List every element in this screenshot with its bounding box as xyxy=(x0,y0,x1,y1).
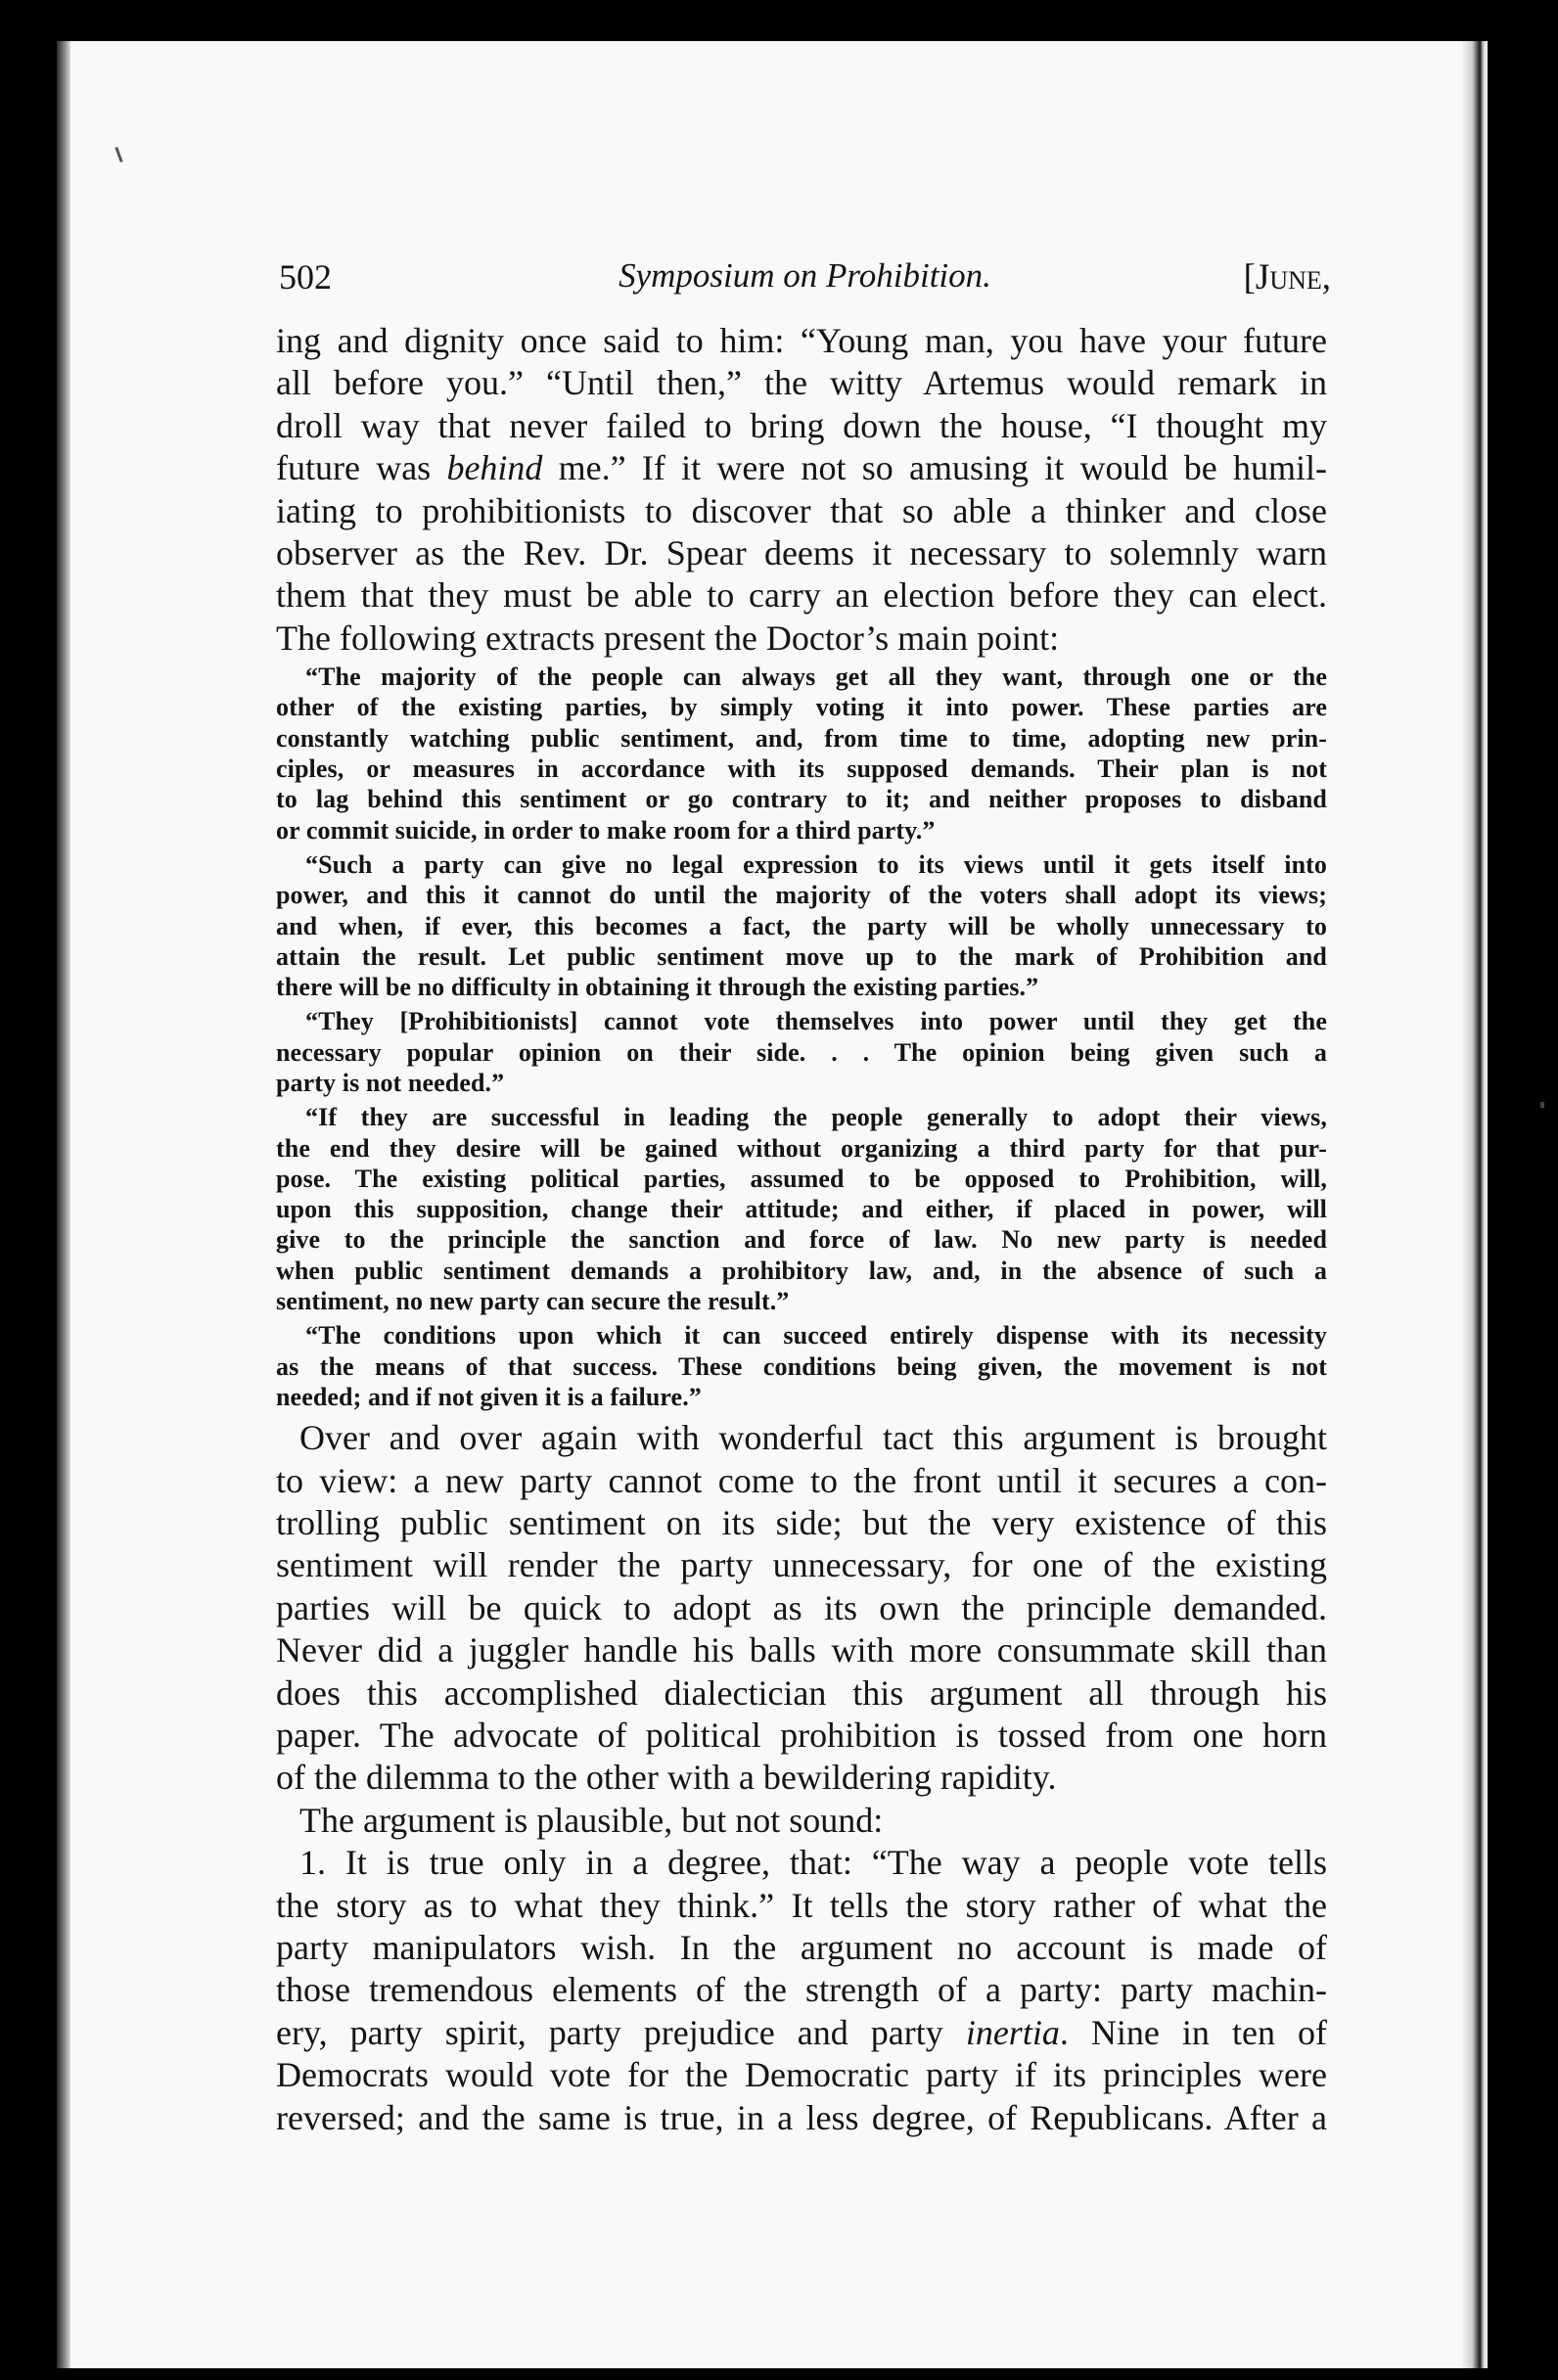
text-line: paper. The advocate of political prohibition is tossed from one horn xyxy=(276,1715,1327,1755)
running-head xyxy=(279,256,1331,305)
block-quote xyxy=(276,1102,1327,1316)
text-line: Over and over again with wonderful tact this argument is brought xyxy=(299,1418,1327,1458)
text-line: 1. It is true only in a degree, that: “The way a people vote tells xyxy=(299,1843,1327,1883)
text-line: Never did a juggler handle his balls with more consummate skill than xyxy=(276,1630,1327,1671)
block-quote xyxy=(276,1006,1327,1098)
running-section-text: [June, xyxy=(1243,257,1331,298)
quote-line: party is not needed.” xyxy=(276,1068,505,1097)
quote-line: give to the principle the sanction and force of law. No new party is needed xyxy=(276,1225,1327,1255)
quote-line: when public sentiment demands a prohibitory law, and, in the absence of such a xyxy=(276,1256,1327,1285)
quote-line: there will be no difficulty in obtaining it through the existing parties.” xyxy=(276,973,1039,1002)
block-quote xyxy=(276,662,1327,846)
quote-line: necessary popular opinion on their side. . . The opinion being given such a xyxy=(276,1037,1327,1067)
quote-line: upon this supposition, change their attitude; and either, if placed in power, will xyxy=(276,1195,1327,1224)
quote-line: constantly watching public sentiment, and, from time to time, adopting new prin- xyxy=(276,723,1327,753)
running-title: Symposium on Prohibition. xyxy=(619,256,991,295)
text-line: trolling public sentiment on its side; but the very existence of this xyxy=(276,1503,1327,1543)
block-quote xyxy=(276,1320,1327,1412)
block-quote xyxy=(276,849,1327,1002)
text-line: of the dilemma to the other with a bewildering rapidity. xyxy=(276,1758,1057,1798)
quote-line: ciples, or measures in accordance with its supposed demands. Their plan is not xyxy=(276,755,1327,784)
text-line: sentiment will render the party unnecessary, for one of the existing xyxy=(276,1545,1327,1585)
quote-line: or commit suicide, in order to make room for a third party.” xyxy=(276,815,936,845)
page-edge xyxy=(1462,41,1488,2368)
quote-line: sentiment, no new party can secure the result.” xyxy=(276,1287,790,1316)
text-line: The following extracts present the Doctor’s main point: xyxy=(276,618,1060,658)
text-line: observer as the Rev. Dr. Spear deems it necessary to solemnly warn xyxy=(276,532,1327,572)
quote-line: attain the result. Let public sentiment move up to the mark of Prohibition and xyxy=(276,941,1327,971)
quote-line: the end they desire will be gained without organizing a third party for that pur- xyxy=(276,1133,1327,1163)
text-line: the story as to what they think.” It tells the story rather of what the xyxy=(276,1885,1327,1925)
scan-blemish xyxy=(1540,1102,1544,1108)
quote-line: “The majority of the people can always get all they want, through one or the xyxy=(305,663,1327,692)
quote-line: “They [Prohibitionists] cannot vote themselves into power until they get the xyxy=(305,1007,1327,1036)
text-line: party manipulators wish. In the argument no account is made of xyxy=(276,1927,1327,1967)
text-line: all before you.” “Until then,” the witty Artemus would remark in xyxy=(276,363,1327,403)
quote-line: other of the existing parties, by simply voting it into power. These parties are xyxy=(276,693,1327,722)
text-line: ing and dignity once said to him: “Young man, you have your future xyxy=(276,321,1327,360)
running-section xyxy=(1244,256,1331,298)
quote-line: as the means of that success. These conditions being given, the movement is not xyxy=(276,1351,1327,1381)
text-line: parties will be quick to adopt as its own the principle demanded. xyxy=(276,1587,1327,1627)
text-line: to view: a new party cannot come to the front until it secures a con- xyxy=(276,1460,1327,1500)
text-line: reversed; and the same is true, in a less degree, of Republicans. After a xyxy=(276,2097,1327,2137)
text-line: those tremendous elements of the strength of a party: party machin- xyxy=(276,1970,1327,2010)
page-text xyxy=(276,320,1327,2139)
paragraph xyxy=(276,320,1327,660)
quote-line: needed; and if not given it is a failure.” xyxy=(276,1382,702,1411)
quote-line: “If they are successful in leading the people generally to adopt their views, xyxy=(305,1103,1327,1132)
quote-line: pose. The existing political parties, assumed to be opposed to Prohibition, will, xyxy=(276,1164,1327,1193)
paragraph xyxy=(276,1800,1327,1842)
text-line: droll way that never failed to bring down the house, “I thought my xyxy=(276,405,1327,445)
paragraph xyxy=(276,1417,1327,1800)
quote-line: and when, if ever, this becomes a fact, the party will be wholly unnecessary to xyxy=(276,911,1327,940)
text-line: does this accomplished dialectician this argument all through his xyxy=(276,1672,1327,1713)
text-line: them that they must be able to carry an election before they can elect. xyxy=(276,575,1327,616)
text-line: ery, party spirit, party prejudice and party inertia. Nine in ten of xyxy=(276,2012,1327,2052)
paragraph xyxy=(276,1842,1327,2139)
quote-line: “The conditions upon which it can succeed entirely dispense with its necessity xyxy=(305,1321,1327,1350)
book-gutter xyxy=(57,41,70,2368)
quote-line: to lag behind this sentiment or go contrary to it; and neither proposes to disband xyxy=(276,785,1327,814)
text-line: future was behind me.” If it were not so amusing it would be humil- xyxy=(276,448,1327,488)
text-line: iating to prohibitionists to discover that so able a thinker and close xyxy=(276,490,1327,530)
quote-line: power, and this it cannot do until the majority of the voters shall adopt its views; xyxy=(276,881,1327,910)
quote-line: “Such a party can give no legal expression to its views until it gets itself into xyxy=(305,849,1327,879)
text-line: The argument is plausible, but not sound: xyxy=(299,1800,884,1840)
text-line: Democrats would vote for the Democratic party if its principles were xyxy=(276,2055,1327,2095)
page-number: 502 xyxy=(279,257,332,297)
